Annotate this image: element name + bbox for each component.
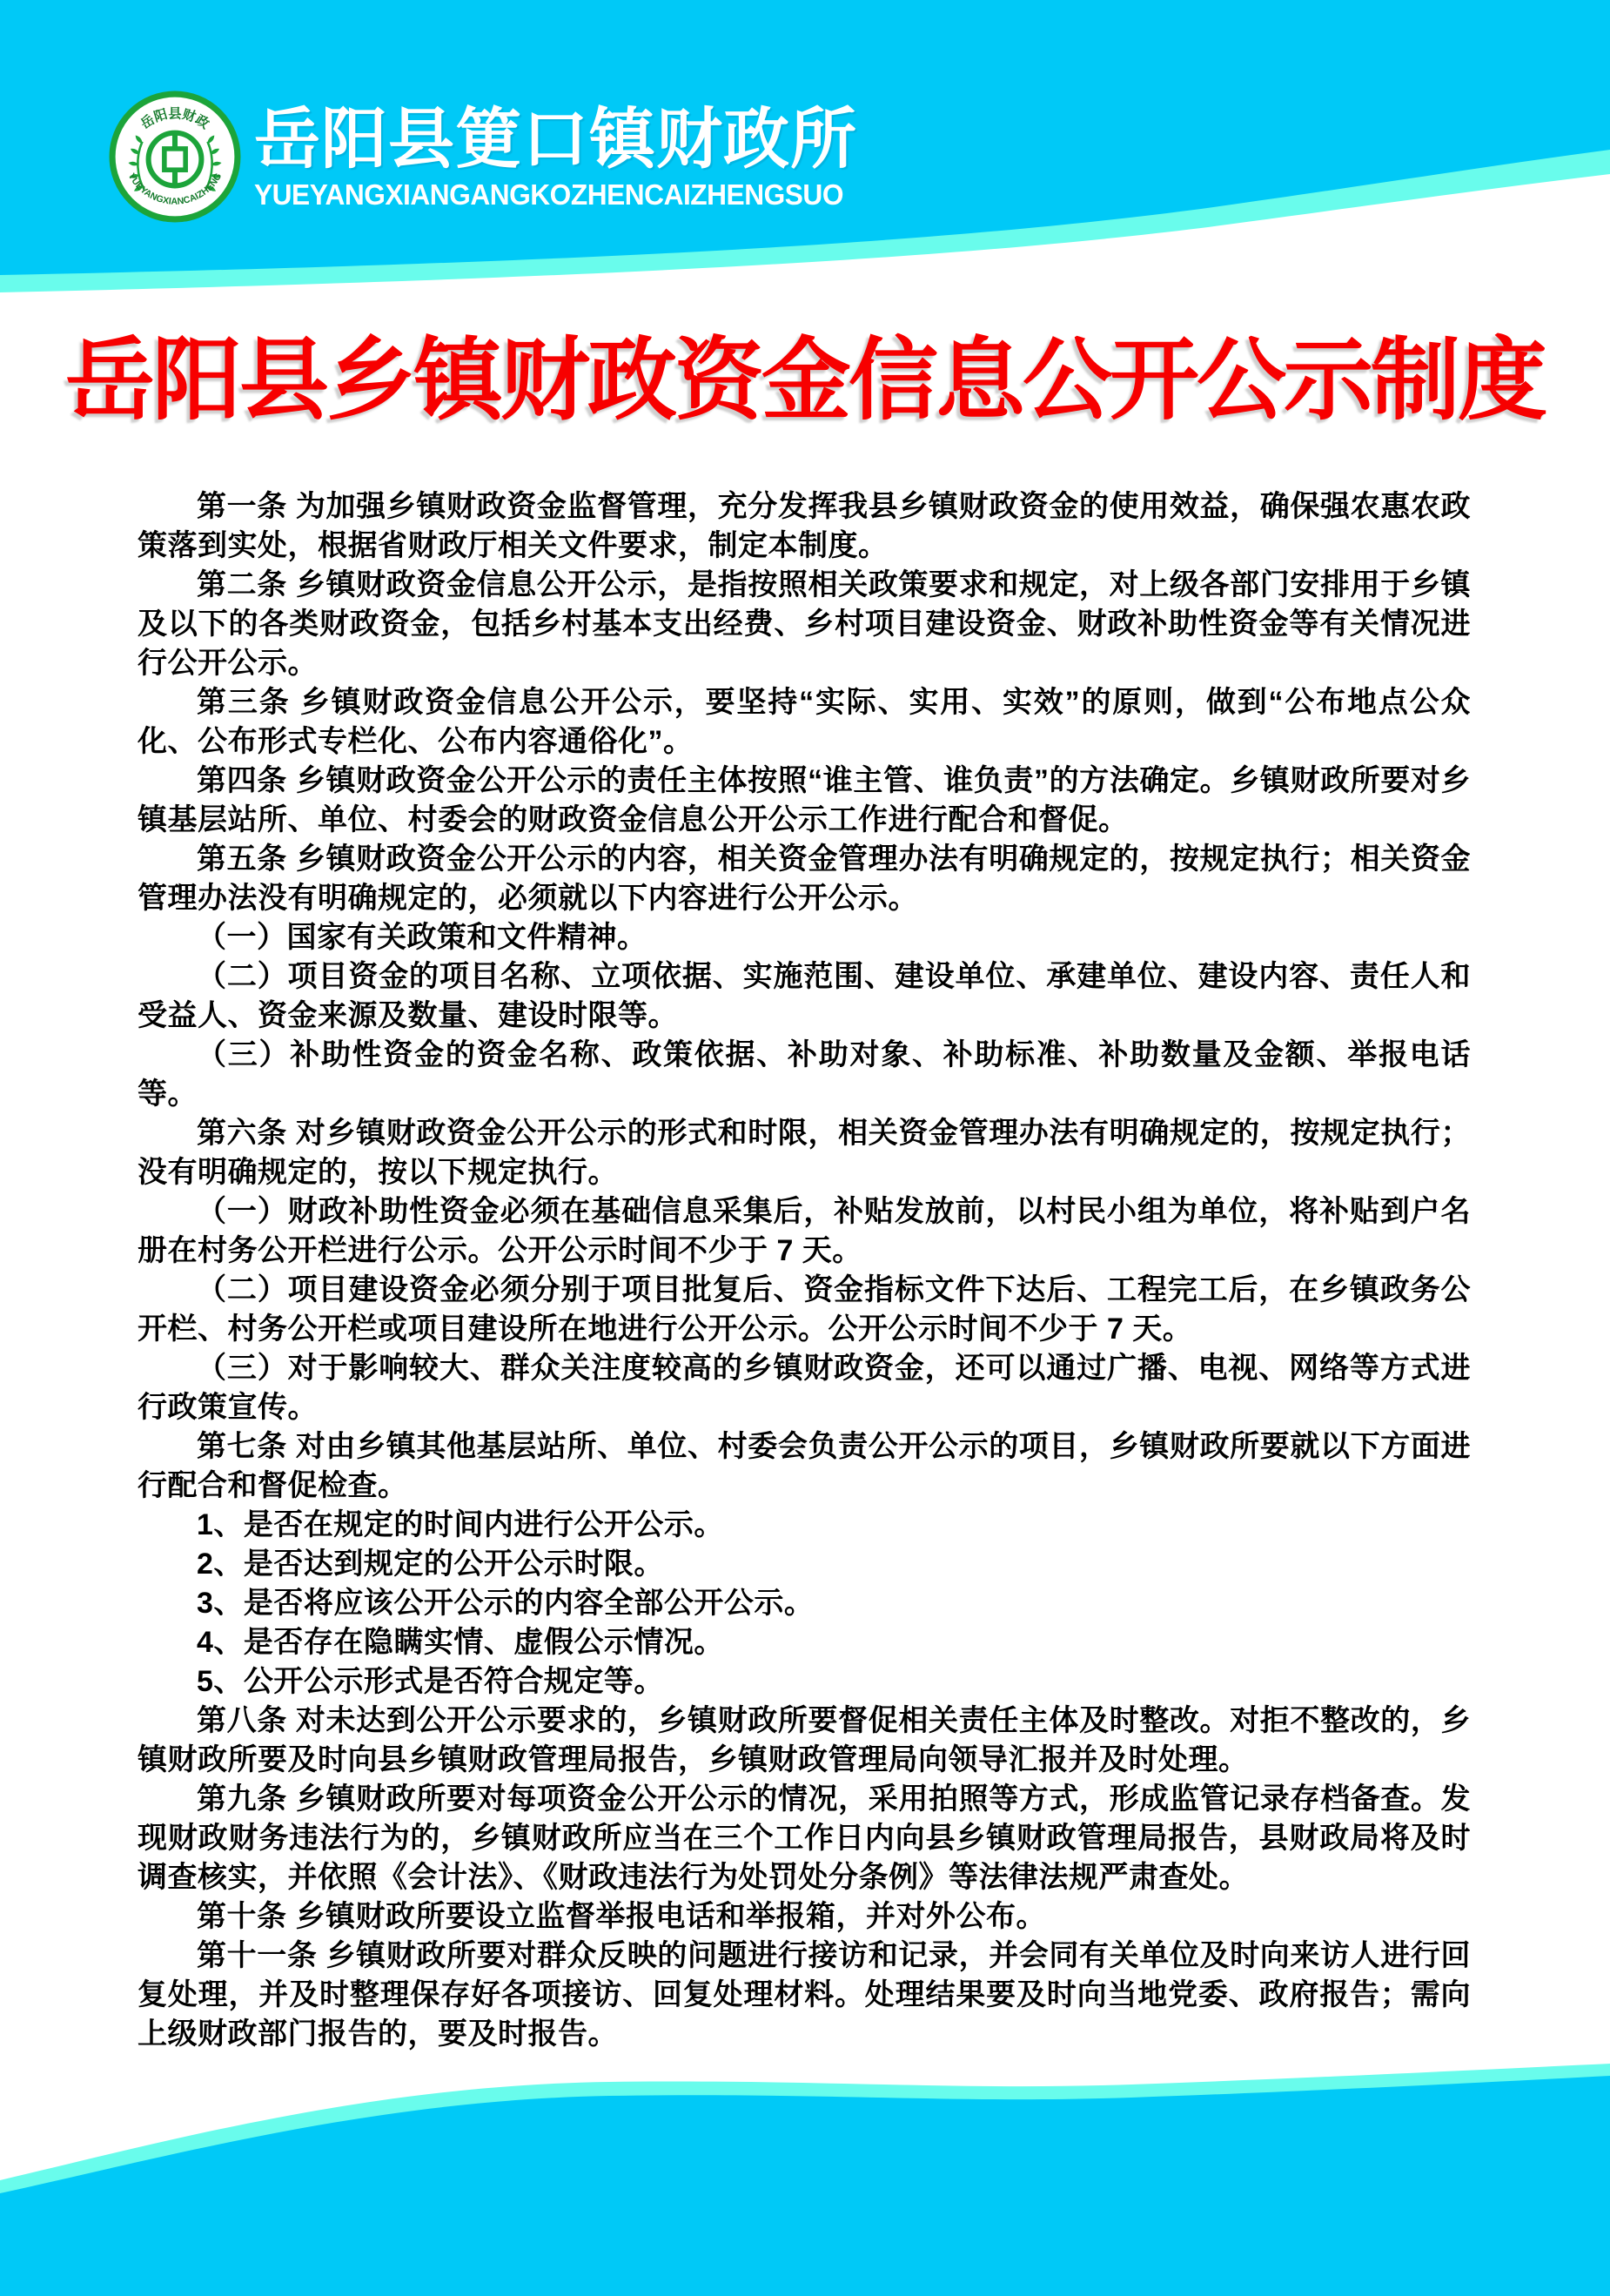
paragraph-article-6: 第六条 对乡镇财政资金公开公示的形式和时限，相关资金管理办法有明确规定的，按规定执行；没有明确规定的，按以下规定执行。	[138, 1117, 1471, 1189]
paragraph-item-5-2: （二）项目资金的项目名称、立项依据、实施范围、建设单位、承建单位、建设内容、责任人和受益人、资金来源及数量、建设时限等。	[138, 960, 1471, 1032]
paragraph-article-4: 第四条 乡镇财政资金公开公示的责任主体按照“谁主管、谁负责”的方法确定。乡镇财政所要对乡镇基层站所、单位、村委会的财政资金信息公开公示工作进行配合和督促。	[138, 764, 1471, 836]
org-name-block	[254, 103, 1211, 211]
paragraph-article-1: 第一条 为加强乡镇财政资金监督管理，充分发挥我县乡镇财政资金的使用效益，确保强农惠农政策落到实处，根据省财政厅相关文件要求，制定本制度。	[138, 490, 1471, 562]
paragraph-item-6-2: （二）项目建设资金必须分别于项目批复后、资金指标文件下达后、工程完工后，在乡镇政务公开栏、村务公开栏或项目建设所在地进行公开公示。公开公示时间不少于 7 天。	[138, 1273, 1471, 1346]
footer-band	[0, 2061, 1610, 2296]
paragraph-article-5: 第五条 乡镇财政资金公开公示的内容，相关资金管理办法有明确规定的，按规定执行；相关资金管理办法没有明确规定的，必须就以下内容进行公开公示。	[138, 843, 1471, 915]
paragraph-check-2: 2、是否达到规定的公开公示时限。	[197, 1547, 664, 1581]
paragraph-article-3: 第三条 乡镇财政资金信息公开公示，要坚持“实际、实用、实效”的原则，做到“公布地点公众化、公布形式专栏化、公布内容通俗化”。	[138, 686, 1471, 758]
logo-bottom-arc-text: YUEYANGXIANCAIZHENG	[125, 171, 225, 207]
paragraph-check-4: 4、是否存在隐瞒实情、虚假公示情况。	[197, 1626, 724, 1659]
paragraph-item-6-1: （一）财政补助性资金必须在基础信息采集后，补贴发放前，以村民小组为单位，将补贴到户名册在村务公开栏进行公示。公开公示时间不少于 7 天。	[138, 1195, 1471, 1267]
paragraph-check-5: 5、公开公示形式是否符合规定等。	[197, 1665, 664, 1698]
org-name: 岳阳县筻口镇财政所	[254, 103, 857, 177]
logo-top-arc-text: 岳阳县财政	[138, 106, 212, 132]
paragraph-item-5-1: （一）国家有关政策和文件精神。	[197, 921, 647, 954]
org-logo	[109, 91, 241, 223]
paragraph-article-9: 第九条 乡镇财政所要对每项资金公开公示的情况，采用拍照等方式，形成监管记录存档备查。发现财政财务违法行为的，乡镇财政所应当在三个工作日内向县乡镇财政管理局报告，县财政局将及时调查核实，并依照《会计法》、《财政违法行为处罚处分条例》等法律法规严肃查处。	[138, 1782, 1471, 1894]
paragraph-article-7: 第七条 对由乡镇其他基层站所、单位、村委会负责公开公示的项目，乡镇财政所要就以下方面进行配合和督促检查。	[138, 1430, 1471, 1502]
org-name-pinyin: YUEYANGXIANGANGKOZHENCAIZHENGSUO	[254, 178, 843, 211]
paragraph-check-3: 3、是否将应该公开公示的内容全部公开公示。	[197, 1587, 815, 1620]
paragraph-article-2: 第二条 乡镇财政资金信息公开公示，是指按照相关政策要求和规定，对上级各部门安排用于乡镇及以下的各类财政资金，包括乡村基本支出经费、乡村项目建设资金、财政补助性资金等有关情况进行公开公示。	[138, 568, 1471, 680]
paragraph-item-6-3: （三）对于影响较大、群众关注度较高的乡镇财政资金，还可以通过广播、电视、网络等方式进行政策宣传。	[138, 1352, 1471, 1424]
paragraph-article-10: 第十条 乡镇财政所要设立监督举报电话和举报箱，并对外公布。	[197, 1900, 1046, 1933]
paragraph-article-8: 第八条 对未达到公开公示要求的，乡镇财政所要督促相关责任主体及时整改。对拒不整改的，乡镇财政所要及时向县乡镇财政管理局报告，乡镇财政管理局向领导汇报并及时处理。	[138, 1704, 1471, 1776]
poster-title: 岳阳县乡镇财政资金信息公开公示制度	[65, 330, 1545, 430]
body-text	[138, 487, 1471, 2054]
paragraph-check-1: 1、是否在规定的时间内进行公开公示。	[197, 1508, 724, 1541]
paragraph-item-5-3: （三）补助性资金的资金名称、政策依据、补助对象、补助标准、补助数量及金额、举报电话等。	[138, 1038, 1471, 1111]
footer-band-cyan	[0, 2076, 1610, 2296]
paragraph-article-11: 第十一条 乡镇财政所要对群众反映的问题进行接访和记录，并会同有关单位及时向来访人进行回复处理，并及时整理保存好各项接访、回复处理材料。处理结果要及时向当地党委、政府报告；需向上级财政部门报告的，要及时报告。	[138, 1939, 1471, 2051]
